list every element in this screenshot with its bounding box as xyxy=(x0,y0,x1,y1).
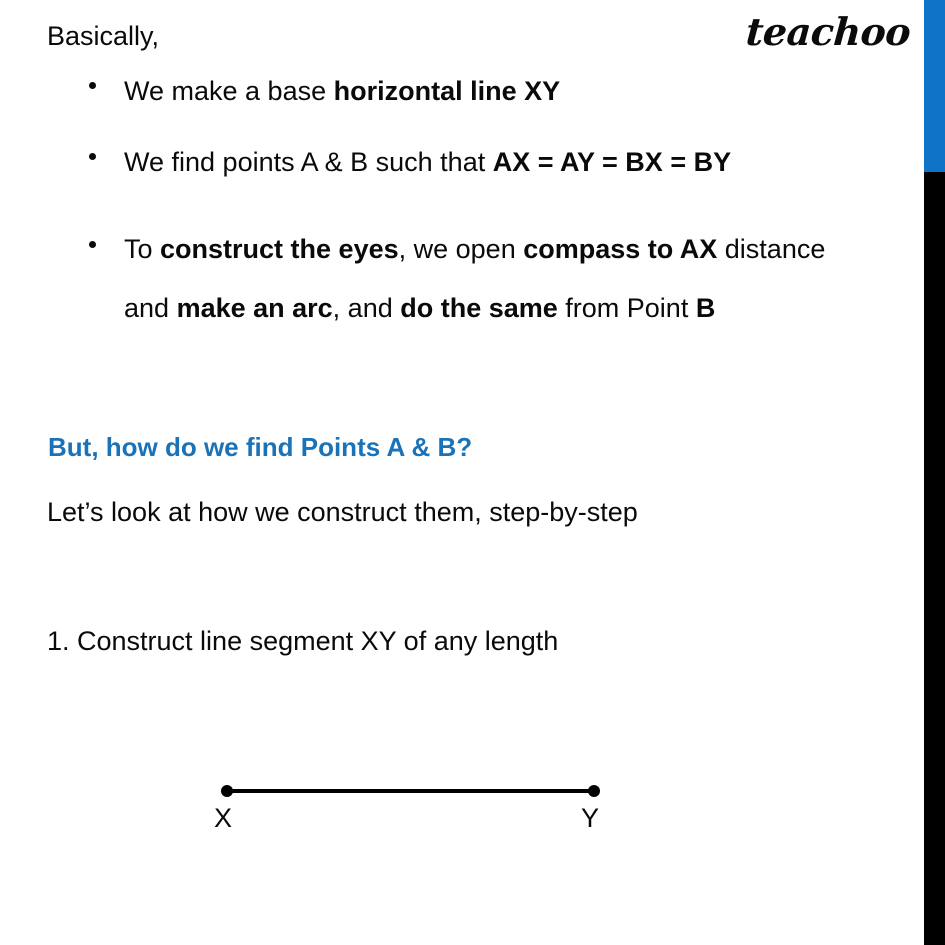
point-x-label: X xyxy=(214,803,233,833)
bullet-dot-icon xyxy=(89,153,96,160)
bullet-3-seg-9: B xyxy=(695,292,716,323)
list-item xyxy=(47,220,877,338)
list-item xyxy=(47,75,877,106)
list-item xyxy=(47,146,877,177)
bullet-3-seg-8: from Point xyxy=(557,292,696,323)
point-y-dot xyxy=(588,785,600,797)
right-edge-blue-bar xyxy=(924,0,945,172)
point-x-dot xyxy=(221,785,233,797)
bullet-list xyxy=(47,75,877,338)
bullet-2-seg-1: AX = AY = BX = BY xyxy=(492,146,732,177)
bullet-3-seg-3: compass to AX xyxy=(523,233,718,264)
bullet-3-seg-7: do the same xyxy=(400,292,558,323)
step-1-text: 1. Construct line segment XY of any length xyxy=(47,626,559,657)
bullet-1-seg-0: We make a base xyxy=(124,75,334,106)
bullet-1-seg-1: horizontal line XY xyxy=(333,75,561,106)
bullet-dot-icon xyxy=(89,82,96,89)
bullet-text-1 xyxy=(124,76,560,106)
bullet-3-seg-0: To xyxy=(124,233,161,264)
bullet-dot-icon xyxy=(89,241,96,248)
bullet-3-seg-6: , and xyxy=(332,292,401,323)
line-segment-svg xyxy=(0,760,945,870)
bullet-text-2 xyxy=(124,147,731,177)
intro-text: Basically, xyxy=(47,21,160,51)
point-y-label: Y xyxy=(581,803,600,833)
question-heading: But, how do we find Points A & B? xyxy=(48,432,473,463)
bullet-3-seg-4: distance and xyxy=(124,233,826,323)
teachoo-logo: teachoo xyxy=(744,9,912,54)
bullet-3-seg-1: construct the eyes xyxy=(160,233,399,264)
bullet-text-3 xyxy=(124,234,825,323)
bullet-3-seg-5: make an arc xyxy=(176,292,333,323)
slide-content xyxy=(47,20,877,657)
line-segment-figure xyxy=(0,760,945,870)
bullet-2-seg-0: We find points A & B such that xyxy=(124,146,493,177)
bullet-3-seg-2: , we open xyxy=(398,233,524,264)
subtext-line: Let’s look at how we construct them, step-by-step xyxy=(47,496,638,527)
